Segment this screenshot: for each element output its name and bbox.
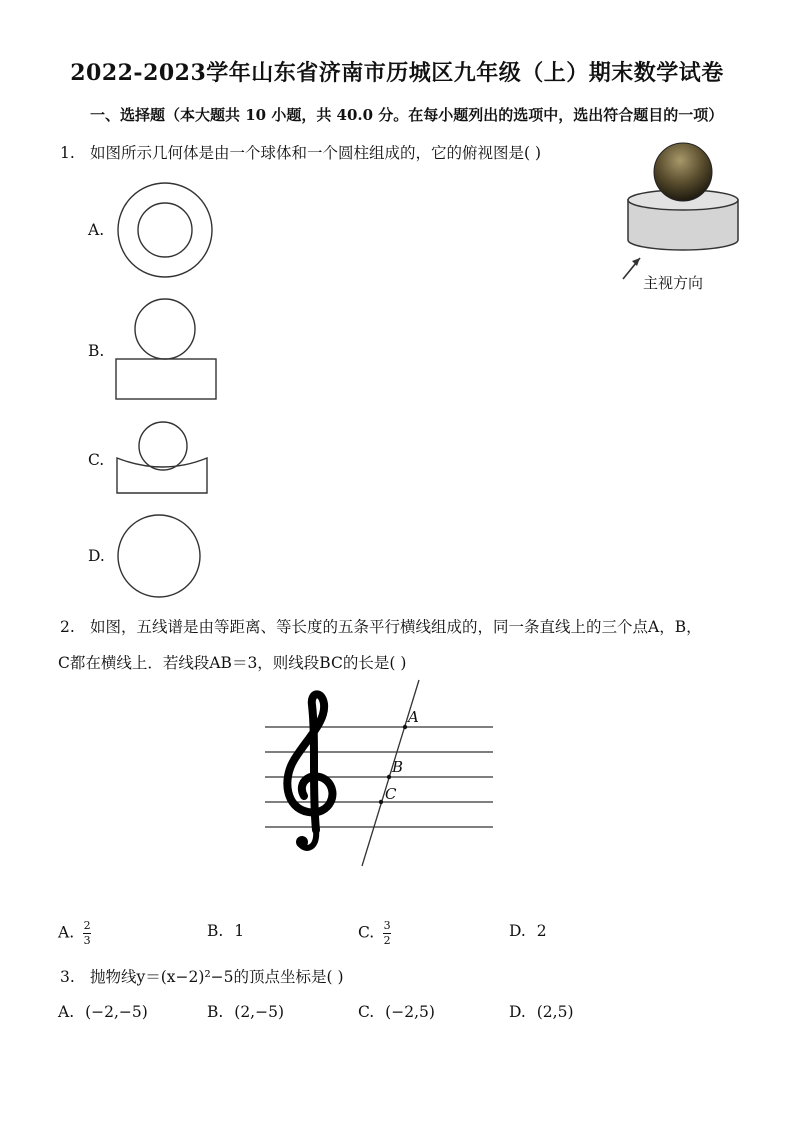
question-number: 3. [60,968,75,986]
question-3 [60,965,344,987]
section-heading: 一、选择题（本大题共 10 小题，共 40.0 分。在每小题列出的选项中，选出符合题目的一项） [90,106,724,124]
q2-option-c[interactable] [358,920,391,947]
question-number: 2. [60,618,75,636]
option-label: B. [207,1003,224,1021]
option-value: (2,−5) [234,1003,284,1021]
option-a-label[interactable]: A. [88,221,105,239]
question-1 [60,141,541,163]
option-a-figure [110,180,220,280]
treble-clef-icon [287,694,332,848]
music-staff-figure [260,680,500,870]
point-a-label: A [408,708,419,726]
option-label: A. [58,923,75,942]
option-c-figure [110,418,215,498]
q2-option-a[interactable] [58,920,91,947]
option-b-figure [110,296,225,402]
fraction: $\frac{3}{2}$ [383,919,391,947]
option-label: D. [509,1003,526,1021]
option-label: C. [358,1003,375,1021]
q3-option-b[interactable] [207,1003,284,1021]
question-number: 1. [60,144,75,162]
option-label: B. [207,922,224,940]
option-value: (2,5) [536,1003,574,1021]
point-b-label: B [392,758,404,776]
option-d-label[interactable]: D. [88,547,105,565]
question-text-line-1: 如图，五线谱是由等距离、等长度的五条平行横线组成的，同一条直线上的三个点A，B， [90,618,702,636]
option-value: (−2,5) [385,1003,435,1021]
option-value: 2 [536,922,547,940]
question-text: 如图所示几何体是由一个球体和一个圆柱组成的，它的俯视图是( ) [90,144,542,162]
option-value: 1 [234,922,245,940]
point-c-label: C [385,785,397,803]
question-2 [60,615,702,637]
option-value: (−2,−5) [85,1003,148,1021]
fraction: $\frac{2}{3}$ [83,919,91,947]
option-d-figure [110,510,210,602]
q3-option-c[interactable] [358,1003,435,1021]
option-c-label[interactable]: C. [88,451,105,469]
q2-option-b[interactable] [207,922,244,940]
q3-option-d[interactable] [509,1003,574,1021]
question-text: 抛物线y＝(x−2)²−5的顶点坐标是( ) [90,968,344,986]
q3-option-a[interactable] [58,1003,148,1021]
page-title: 2022-2023学年山东省济南市历城区九年级（上）期末数学试卷 [70,60,724,86]
option-label: C. [358,923,375,942]
option-b-label[interactable]: B. [88,342,105,360]
question-2-line-2: C都在横线上．若线段AB＝3，则线段BC的长是( ) [58,654,407,672]
option-label: D. [509,922,526,940]
view-direction-caption: 主视方向 [643,274,704,292]
q2-option-d[interactable] [509,922,547,940]
option-label: A. [58,1003,75,1021]
